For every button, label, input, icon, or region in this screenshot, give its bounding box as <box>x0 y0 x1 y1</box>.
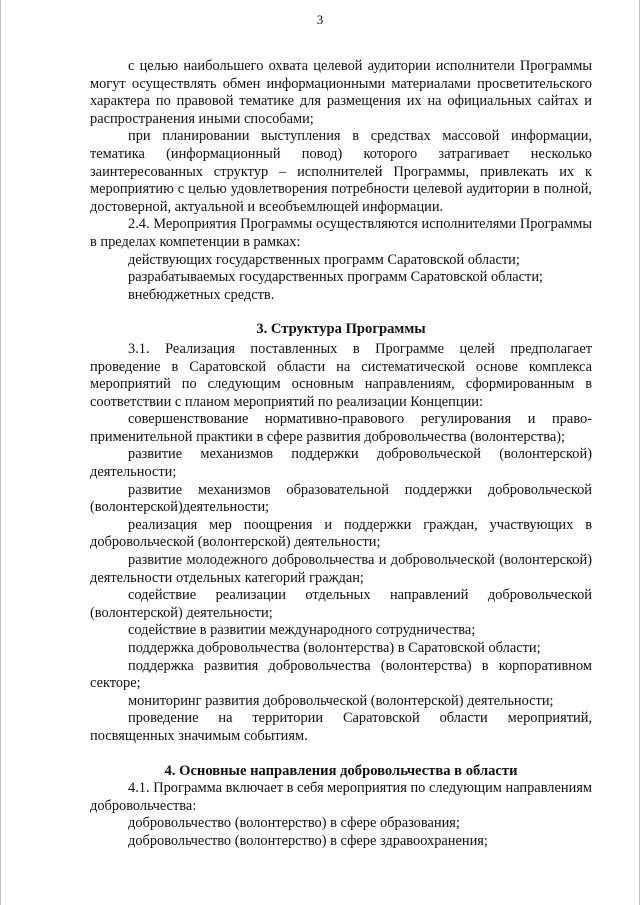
paragraph: с целью наибольшего охвата целевой аудитории исполнители Программы могут осуществлять обмен информационными материалами просветительского характера по правовой тематике для размещения их на официальных сайтах и распространения иными способами; <box>90 58 592 127</box>
list-item: проведение на территории Саратовской области мероприятий, посвященных значимым событиям. <box>90 710 592 744</box>
list-item: содействие в развитии международного сотрудничества; <box>128 622 476 639</box>
list-item: действующих государственных программ Саратовской области; <box>128 251 520 268</box>
list-item: добровольчество (волонтерство) в сфере образования; <box>128 815 460 832</box>
paragraph: 4.1. Программа включает в себя мероприятия по следующим направлениям добровольчества: <box>90 780 592 814</box>
list-item: поддержка добровольчества (волонтерства) в Саратовской области; <box>128 640 541 656</box>
paragraph: 2.4. Мероприятия Программы осуществляются исполнителями Программы в пределах компетенции в рамках: <box>90 216 592 250</box>
list-item: добровольчество (волонтерство) в сфере здравоохранения; <box>128 832 488 849</box>
list-item: содействие реализации отдельных направлений добровольческой (волонтерской) деятельности; <box>90 587 592 621</box>
page-number: 3 <box>316 12 324 27</box>
list-item: реализация мер поощрения и поддержки граждан, участвующих в добровольческой (волонтерской) деятельности; <box>90 516 592 551</box>
paragraph: при планировании выступления в средствах массовой информации, тематика (информационный повод) которого затрагивает несколько заинтересованных структур – исполнителей Программы, привлекать их к мероприятию с целью удовлетворения потребности целевой аудитории в полной, достоверной, актуальной и всеобъемлющей информации. <box>90 128 592 215</box>
list-item: внебюджетных средств. <box>128 286 275 303</box>
section-3-heading: 3. Структура Программы <box>256 321 426 338</box>
section-4-heading: 4. Основные направления добровольчества в области <box>164 762 518 779</box>
list-item: развитие механизмов поддержки добровольческой (волонтерской) деятельности; <box>90 446 592 481</box>
list-item: мониторинг развития добровольческой (волонтерской) деятельности; <box>128 692 554 709</box>
list-item: развитие механизмов образовательной поддержки добровольческой (волонтерской)деятельности; <box>90 481 592 516</box>
list-item: развитие молодежного добровольчества и добровольческой (волонтерской) деятельности отдельных категорий граждан; <box>90 552 592 586</box>
list-item: совершенствование нормативно-правового регулирования и право-применительной практики в сфере развития добровольчества (волонтерства); <box>90 411 592 445</box>
list-item: разрабатываемых государственных программ Саратовской области; <box>128 269 544 286</box>
paragraph: 3.1. Реализация поставленных в Программе целей предполагает проведение в Саратовской области на систематической основе комплекса мероприятий по следующим основным направлениям, сформированным в соответствии с планом мероприятий по реализации Концепции: <box>90 340 592 410</box>
page-content <box>90 0 592 851</box>
list-item: поддержка развития добровольчества (волонтерства) в корпоративном секторе; <box>90 657 592 692</box>
